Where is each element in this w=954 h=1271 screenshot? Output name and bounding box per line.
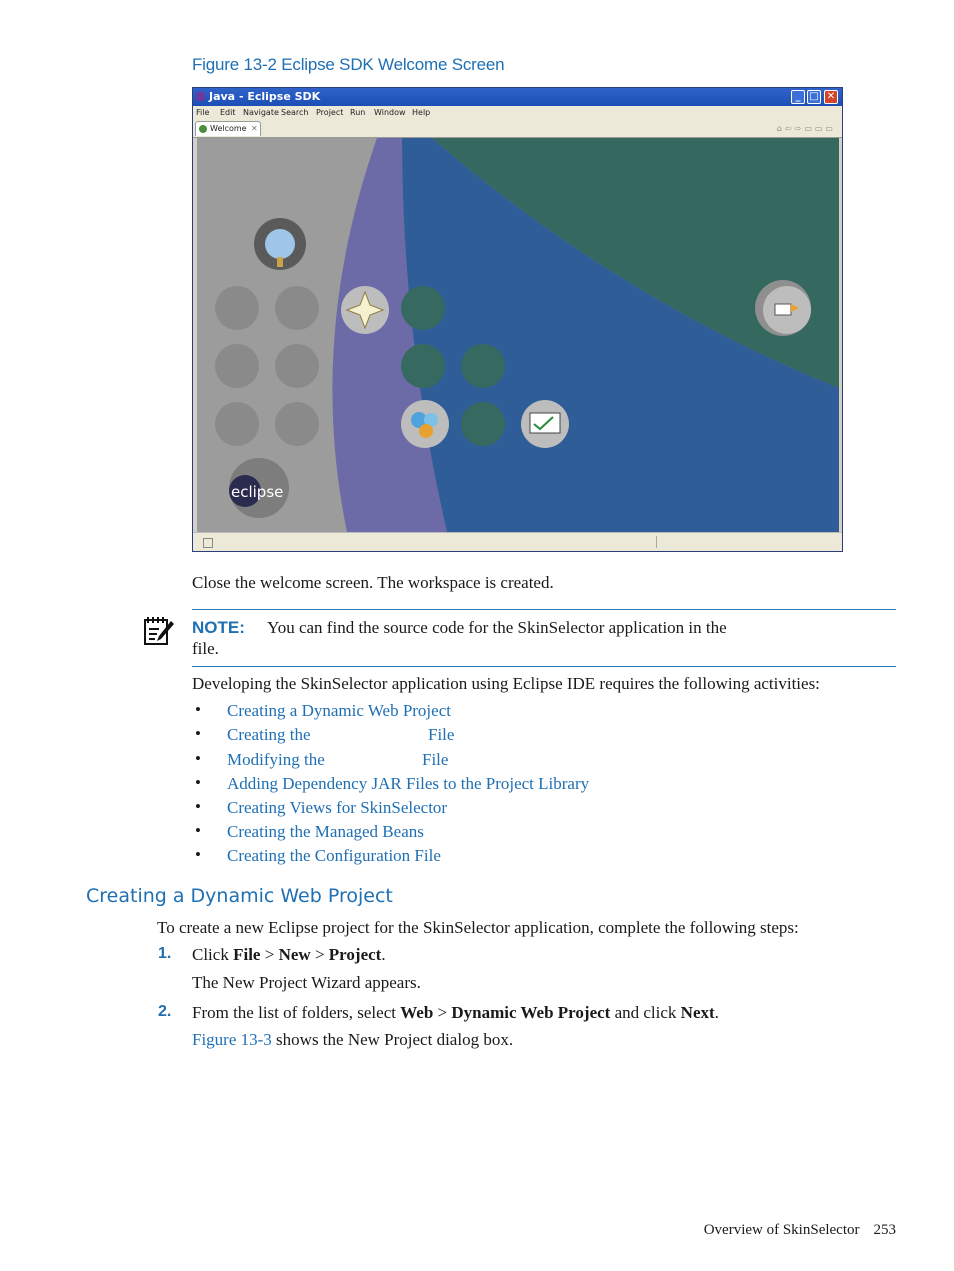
eclipse-logo-text: eclipse — [231, 483, 284, 501]
section-heading: Creating a Dynamic Web Project — [86, 885, 393, 907]
welcome-icon — [199, 125, 207, 133]
bullet: • — [195, 845, 201, 864]
welcome-toolbar-icons: ⌂⇦⇨▭▭▭ — [776, 124, 836, 133]
step-sep: > — [260, 945, 279, 964]
menu-project: Project — [316, 108, 344, 117]
step-sep: > — [310, 945, 329, 964]
close-icon: ✕ — [824, 90, 838, 104]
step-text: From the list of folders, select — [192, 1003, 401, 1022]
overview-globe-icon — [254, 218, 306, 270]
tab-close-icon: ✕ — [251, 124, 258, 133]
window-title: Java - Eclipse SDK — [209, 90, 321, 103]
eclipse-screenshot — [192, 87, 843, 552]
menu-search: Search — [281, 108, 309, 117]
samples-icon — [401, 400, 449, 448]
footer-title: Overview of SkinSelector — [703, 1222, 860, 1238]
step-number: 1. — [158, 945, 172, 962]
note-bottom-rule — [192, 666, 896, 667]
window-titlebar — [193, 88, 842, 106]
workbench-icon — [763, 286, 811, 334]
tutorials-icon — [521, 400, 569, 448]
menu-edit: Edit — [220, 108, 236, 117]
menu-ref: New — [278, 945, 311, 964]
menu-window: Window — [374, 108, 406, 117]
step-end: . — [714, 1003, 719, 1022]
activity-link[interactable]: Creating the — [227, 725, 311, 744]
step-end: . — [381, 945, 386, 964]
activities-lead: Developing the SkinSelector application using Eclipse IDE requires the following activities: — [192, 674, 820, 693]
step-2-result — [192, 1029, 513, 1051]
step-number: 2. — [158, 1003, 172, 1020]
activity-link[interactable]: Creating a Dynamic Web Project — [227, 701, 451, 720]
activity-link-suffix[interactable]: File — [422, 750, 449, 769]
tab-welcome-label: Welcome — [210, 124, 247, 133]
eclipse-app-icon — [196, 92, 205, 101]
button-ref: Next — [680, 1003, 715, 1022]
menu-navigate: Navigate — [243, 108, 279, 117]
page-number: 253 — [873, 1222, 896, 1238]
note-label: NOTE: — [192, 618, 245, 637]
note-line-1 — [192, 617, 727, 639]
step-text: and click — [610, 1003, 681, 1022]
welcome-artwork — [197, 138, 839, 532]
step-sep: > — [433, 1003, 452, 1022]
bullet: • — [195, 773, 201, 792]
activity-link[interactable]: Creating Views for SkinSelector — [227, 798, 448, 817]
step-1-text — [192, 944, 386, 966]
bullet: • — [195, 749, 201, 768]
intro-text: Close the welcome screen. The workspace is created. — [192, 573, 554, 592]
figure-caption: Figure 13-2 Eclipse SDK Welcome Screen — [192, 55, 505, 74]
activity-link[interactable]: Adding Dependency JAR Files to the Project Library — [227, 774, 590, 793]
tab-welcome — [195, 121, 261, 136]
menu-run: Run — [350, 108, 366, 117]
whats-new-star-icon — [341, 286, 389, 334]
note-text: You can find the source code for the SkinSelector application in the — [267, 618, 727, 637]
menu-help: Help — [412, 108, 431, 117]
menu-ref: Project — [328, 945, 382, 964]
menu-bar — [193, 106, 842, 120]
status-separator — [656, 536, 657, 548]
status-bar — [193, 532, 842, 552]
activity-link[interactable]: Creating the Managed Beans — [227, 822, 424, 841]
step-result-text: shows the New Project dialog box. — [271, 1030, 514, 1049]
bullet: • — [195, 797, 201, 816]
maximize-icon: □ — [807, 90, 821, 104]
bullet: • — [195, 821, 201, 840]
activity-link[interactable]: Modifying the — [227, 750, 325, 769]
figure-link[interactable]: Figure 13-3 — [192, 1030, 272, 1049]
note-pencil-icon — [143, 615, 175, 647]
menu-ref: Web — [400, 1003, 434, 1022]
step-text: Click — [192, 945, 234, 964]
page-footer — [690, 1222, 896, 1239]
note-top-rule — [192, 609, 896, 610]
activity-link[interactable]: Creating the Configuration File — [227, 846, 441, 865]
menu-ref: Dynamic Web Project — [451, 1003, 611, 1022]
step-2-text — [192, 1002, 719, 1024]
minimize-icon: _ — [791, 90, 805, 104]
menu-ref: File — [233, 945, 261, 964]
menu-file: File — [196, 108, 210, 117]
fast-view-icon — [203, 538, 213, 548]
note-text-2: file. — [192, 639, 219, 658]
welcome-canvas — [197, 138, 839, 532]
editor-tab-bar — [193, 120, 842, 138]
activity-link-suffix[interactable]: File — [428, 725, 455, 744]
bullet: • — [195, 724, 201, 743]
section-lead: To create a new Eclipse project for the SkinSelector application, complete the following steps: — [157, 918, 799, 937]
bullet: • — [195, 700, 201, 719]
step-1-result: The New Project Wizard appears. — [192, 973, 421, 992]
